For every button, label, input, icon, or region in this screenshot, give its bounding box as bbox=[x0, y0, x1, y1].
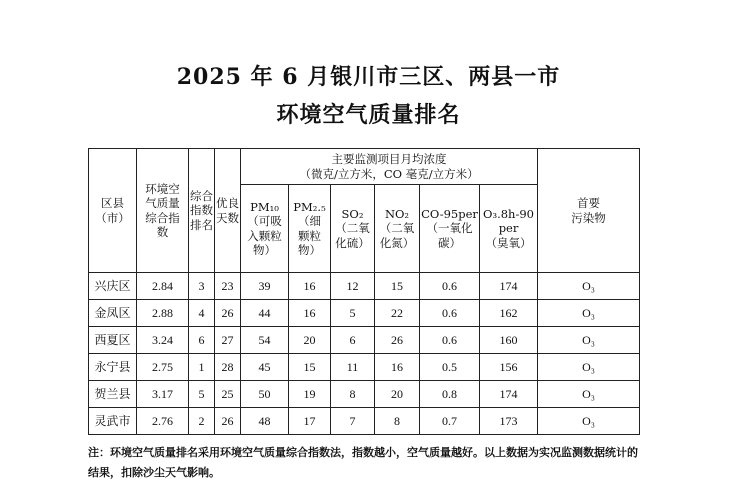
cell-so2: 12 bbox=[331, 273, 375, 300]
cell-pm25: 15 bbox=[289, 354, 331, 381]
cell-no2: 26 bbox=[375, 327, 420, 354]
table-row bbox=[89, 354, 640, 381]
cell-rank: 6 bbox=[189, 327, 215, 354]
cell-pm10: 39 bbox=[241, 273, 289, 300]
cell-district: 兴庆区 bbox=[89, 273, 137, 300]
cell-district: 永宁县 bbox=[89, 354, 137, 381]
cell-district: 金凤区 bbox=[89, 300, 137, 327]
table-row bbox=[89, 327, 640, 354]
header-district: 区县 （市） bbox=[89, 149, 137, 273]
cell-primary: O₃ bbox=[538, 354, 640, 381]
cell-rank: 3 bbox=[189, 273, 215, 300]
table-row bbox=[89, 381, 640, 408]
cell-rank: 1 bbox=[189, 354, 215, 381]
cell-co: 0.7 bbox=[420, 408, 480, 435]
cell-so2: 7 bbox=[331, 408, 375, 435]
header-pm25: PM₂.₅ （细 颗粒 物） bbox=[289, 185, 331, 273]
air-quality-table bbox=[88, 148, 640, 435]
cell-index: 2.88 bbox=[137, 300, 189, 327]
cell-pm25: 17 bbox=[289, 408, 331, 435]
cell-no2: 8 bbox=[375, 408, 420, 435]
cell-no2: 15 bbox=[375, 273, 420, 300]
header-rank: 综合 指数 排名 bbox=[189, 149, 215, 273]
cell-district: 灵武市 bbox=[89, 408, 137, 435]
cell-o3: 162 bbox=[480, 300, 538, 327]
header-no2: NO₂ （二氧 化氮） bbox=[375, 185, 420, 273]
cell-o3: 156 bbox=[480, 354, 538, 381]
cell-co: 0.5 bbox=[420, 354, 480, 381]
cell-primary: O₃ bbox=[538, 327, 640, 354]
cell-good-days: 28 bbox=[215, 354, 241, 381]
cell-co: 0.8 bbox=[420, 381, 480, 408]
cell-o3: 173 bbox=[480, 408, 538, 435]
cell-rank: 4 bbox=[189, 300, 215, 327]
cell-pm10: 54 bbox=[241, 327, 289, 354]
cell-pm10: 50 bbox=[241, 381, 289, 408]
cell-pm25: 16 bbox=[289, 273, 331, 300]
cell-o3: 174 bbox=[480, 273, 538, 300]
header-good-days: 优良 天数 bbox=[215, 149, 241, 273]
cell-so2: 6 bbox=[331, 327, 375, 354]
cell-index: 2.84 bbox=[137, 273, 189, 300]
cell-co: 0.6 bbox=[420, 300, 480, 327]
cell-pm10: 44 bbox=[241, 300, 289, 327]
cell-co: 0.6 bbox=[420, 273, 480, 300]
cell-pm25: 19 bbox=[289, 381, 331, 408]
cell-rank: 5 bbox=[189, 381, 215, 408]
table-row bbox=[89, 273, 640, 300]
header-primary-pollutant: 首要 污染物 bbox=[538, 149, 640, 273]
table-row bbox=[89, 408, 640, 435]
cell-district: 西夏区 bbox=[89, 327, 137, 354]
cell-good-days: 25 bbox=[215, 381, 241, 408]
table-row bbox=[89, 300, 640, 327]
title-line-2: 环境空气质量排名 bbox=[276, 102, 461, 128]
cell-so2: 11 bbox=[331, 354, 375, 381]
cell-good-days: 23 bbox=[215, 273, 241, 300]
cell-pm10: 45 bbox=[241, 354, 289, 381]
cell-primary: O₃ bbox=[538, 273, 640, 300]
cell-index: 2.75 bbox=[137, 354, 189, 381]
cell-index: 3.17 bbox=[137, 381, 189, 408]
cell-pm10: 48 bbox=[241, 408, 289, 435]
cell-rank: 2 bbox=[189, 408, 215, 435]
cell-good-days: 26 bbox=[215, 408, 241, 435]
header-co: CO-95per （一氧化 碳） bbox=[420, 185, 480, 273]
cell-primary: O₃ bbox=[538, 408, 640, 435]
cell-no2: 22 bbox=[375, 300, 420, 327]
cell-pm25: 16 bbox=[289, 300, 331, 327]
cell-so2: 5 bbox=[331, 300, 375, 327]
cell-so2: 8 bbox=[331, 381, 375, 408]
cell-pm25: 20 bbox=[289, 327, 331, 354]
cell-good-days: 27 bbox=[215, 327, 241, 354]
cell-no2: 20 bbox=[375, 381, 420, 408]
title-line-1: 2025 年 6 月银川市三区、两县一市 bbox=[176, 64, 561, 90]
header-so2: SO₂ （二氧 化硫） bbox=[331, 185, 375, 273]
cell-co: 0.6 bbox=[420, 327, 480, 354]
cell-primary: O₃ bbox=[538, 381, 640, 408]
cell-index: 2.76 bbox=[137, 408, 189, 435]
cell-district: 贺兰县 bbox=[89, 381, 137, 408]
cell-o3: 160 bbox=[480, 327, 538, 354]
cell-index: 3.24 bbox=[137, 327, 189, 354]
header-o3: O₃.8h-90 per （臭氧） bbox=[480, 185, 538, 273]
cell-good-days: 26 bbox=[215, 300, 241, 327]
footnote: 注：环境空气质量排名采用环境空气质量综合指数法，指数越小，空气质量越好。以上数据为实况监测数据统计的结果，扣除沙尘天气影响。 bbox=[88, 446, 638, 479]
header-index: 环境空 气质量 综合指 数 bbox=[137, 149, 189, 273]
cell-no2: 16 bbox=[375, 354, 420, 381]
cell-o3: 174 bbox=[480, 381, 538, 408]
header-pm10: PM₁₀ （可吸 入颗粒 物） bbox=[241, 185, 289, 273]
header-main-group: 主要监测项目月均浓度 （微克/立方米，CO 毫克/立方米） bbox=[241, 149, 538, 185]
cell-primary: O₃ bbox=[538, 300, 640, 327]
